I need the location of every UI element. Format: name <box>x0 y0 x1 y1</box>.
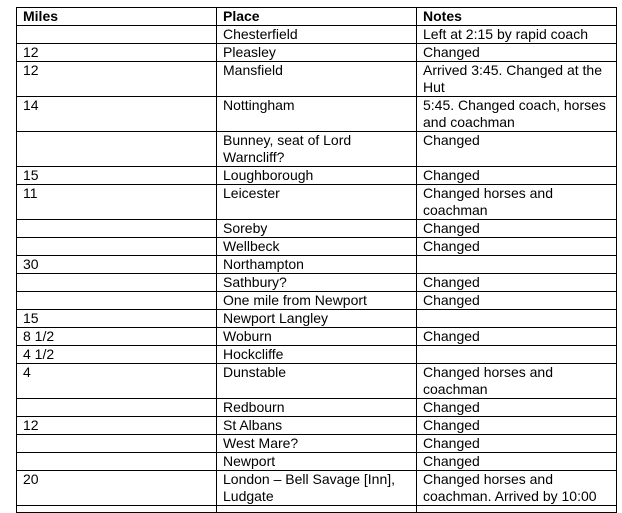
miles-cell: 12 <box>17 44 217 62</box>
place-cell: Loughborough <box>217 167 417 185</box>
place-cell: Leicester <box>217 185 417 220</box>
notes-cell: Left at 2:15 by rapid coach <box>417 26 617 44</box>
notes-cell: Changed <box>417 399 617 417</box>
place-cell: Nottingham <box>217 97 417 132</box>
table-row <box>17 346 617 364</box>
notes-cell: Changed horses and coachman <box>417 364 617 399</box>
table-row <box>17 132 617 167</box>
table-row <box>17 220 617 238</box>
header-place: Place <box>217 8 417 26</box>
place-cell: West Mare? <box>217 435 417 453</box>
notes-cell <box>417 346 617 364</box>
miles-cell <box>17 435 217 453</box>
table-row <box>17 185 617 220</box>
miles-cell <box>17 132 217 167</box>
place-cell: Newport Langley <box>217 310 417 328</box>
place-cell: Sathbury? <box>217 274 417 292</box>
notes-cell: Changed <box>417 167 617 185</box>
header-miles: Miles <box>17 8 217 26</box>
miles-cell: 30 <box>17 256 217 274</box>
notes-cell: Changed <box>417 453 617 471</box>
table-row <box>17 435 617 453</box>
table-row <box>17 167 617 185</box>
table-row <box>17 44 617 62</box>
place-cell: Newport <box>217 453 417 471</box>
miles-cell <box>17 453 217 471</box>
notes-cell: Changed <box>417 417 617 435</box>
notes-cell: Changed <box>417 238 617 256</box>
place-cell: Dunstable <box>217 364 417 399</box>
miles-cell: 14 <box>17 97 217 132</box>
notes-cell <box>417 506 617 513</box>
table-row <box>17 506 617 513</box>
place-cell: Woburn <box>217 328 417 346</box>
miles-cell <box>17 274 217 292</box>
place-cell: St Albans <box>217 417 417 435</box>
notes-cell: Changed <box>417 274 617 292</box>
miles-cell <box>17 292 217 310</box>
table-row <box>17 399 617 417</box>
table-row <box>17 238 617 256</box>
miles-cell <box>17 26 217 44</box>
table-row <box>17 62 617 97</box>
place-cell: Bunney, seat of Lord Warncliff? <box>217 132 417 167</box>
place-cell: One mile from Newport <box>217 292 417 310</box>
notes-cell: Changed <box>417 292 617 310</box>
notes-cell: Changed <box>417 44 617 62</box>
place-cell: Mansfield <box>217 62 417 97</box>
miles-cell: 12 <box>17 62 217 97</box>
table-row <box>17 274 617 292</box>
place-cell <box>217 506 417 513</box>
table-row <box>17 256 617 274</box>
miles-cell: 12 <box>17 417 217 435</box>
table-row <box>17 97 617 132</box>
notes-cell <box>417 310 617 328</box>
notes-cell: Changed horses and coachman <box>417 185 617 220</box>
notes-cell: Changed <box>417 328 617 346</box>
place-cell: Redbourn <box>217 399 417 417</box>
miles-cell <box>17 238 217 256</box>
notes-cell: 5:45. Changed coach, horses and coachman <box>417 97 617 132</box>
place-cell: Soreby <box>217 220 417 238</box>
notes-cell: Changed <box>417 132 617 167</box>
notes-cell <box>417 256 617 274</box>
place-cell: London – Bell Savage [Inn], Ludgate <box>217 471 417 506</box>
place-cell: Hockcliffe <box>217 346 417 364</box>
notes-cell: Arrived 3:45. Changed at the Hut <box>417 62 617 97</box>
header-notes: Notes <box>417 8 617 26</box>
table-row <box>17 364 617 399</box>
miles-cell: 15 <box>17 310 217 328</box>
table-row <box>17 26 617 44</box>
miles-cell: 8 1/2 <box>17 328 217 346</box>
notes-cell: Changed <box>417 220 617 238</box>
journey-table <box>16 7 617 513</box>
miles-cell <box>17 506 217 513</box>
table-row <box>17 471 617 506</box>
miles-cell: 20 <box>17 471 217 506</box>
miles-cell: 15 <box>17 167 217 185</box>
miles-cell: 4 <box>17 364 217 399</box>
table-row <box>17 417 617 435</box>
place-cell: Chesterfield <box>217 26 417 44</box>
table-row <box>17 310 617 328</box>
notes-cell: Changed <box>417 435 617 453</box>
header-row <box>17 8 617 26</box>
place-cell: Northampton <box>217 256 417 274</box>
miles-cell <box>17 220 217 238</box>
table-row <box>17 328 617 346</box>
notes-cell: Changed horses and coachman. Arrived by 10:00 <box>417 471 617 506</box>
miles-cell: 11 <box>17 185 217 220</box>
table-row <box>17 292 617 310</box>
table-row <box>17 453 617 471</box>
place-cell: Pleasley <box>217 44 417 62</box>
journey-document <box>16 7 617 513</box>
miles-cell <box>17 399 217 417</box>
place-cell: Wellbeck <box>217 238 417 256</box>
miles-cell: 4 1/2 <box>17 346 217 364</box>
